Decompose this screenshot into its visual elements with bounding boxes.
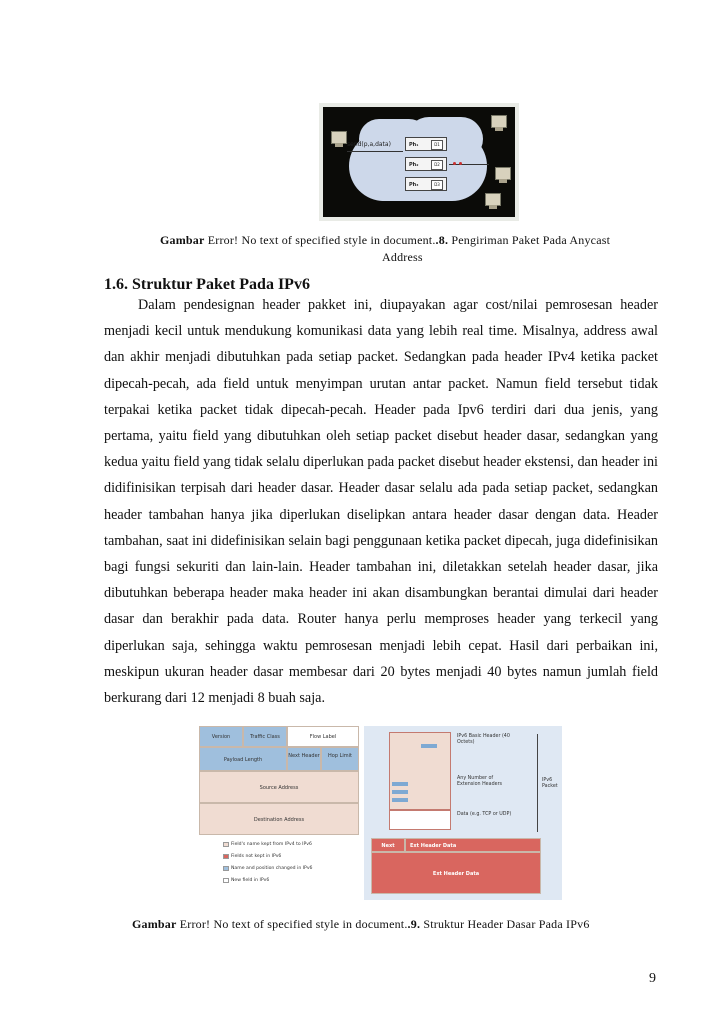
anycast-figure-background: [323, 107, 515, 217]
flow-label-field: Flow Label: [287, 726, 359, 747]
next-header-field: Next Header: [287, 747, 321, 771]
source-address-field: Source Address: [199, 771, 359, 803]
computer-icon: [485, 193, 501, 206]
caption-title-continued: Address: [382, 250, 423, 264]
stack-blue-field: [421, 744, 437, 748]
legend-swatch: [223, 878, 229, 883]
hop-limit-field: Hop Limit: [321, 747, 359, 771]
body-paragraph: Dalam pendesignan header pakket ini, diupayakan agar cost/nilai pemrosesan header menjadi kecil untuk mendukung komunikasi data yang lebih real time. Misalnya, address awal dan akhir menjadi dibutuhkan pada setiap packet. Sedangkan pada header IPv4 ketika packet dipecah-pecah, ada field untuk menyimpan urutan antar packet. Namun field tersebut tidak terpakai ketika packet tidak dipecah-pecah. Header pada Ipv6 terdiri dari dua jenis, yang pertama, yaitu field yang dibutuhkan oleh setiap packet disebut header dasar, sedangkan yang kedua yaitu field yang tidak selalu diperlukan pada packet disebut header ekstensi, dan header ini didifinisikan terpisah dari header dasar. Header dasar selalu ada pada setiap packet, sedangkan header tambahan hanya jika diperlukan diselipkan antara header dasar dengan data. Header tambahan, saat ini didefinisikan selain bagi penggunaan ketika packet dipecah, juga didefinisikan bagi fungsi sekuriti dan lain-lain. Header tambahan ini, diletakkan setelah header dasar, jika dibutuhkan beberapa header maka header ini akan disambungkan berantai dimulai dari header dasar dan berakhir pada data. Router hanya perlu memproses header yang terkecil yang diperlukan saja, sehingga waktu pemrosesan menjadi lebih cepat. Hasil dari perbaikan ini, meskipun ukuran header dasar membesar dari 20 bytes menjadi 40 bytes namun jumlah field berkurang dari 12 menjadi 8 buah saja.: [104, 297, 658, 707]
legend-item: Field's name kept from IPv4 to IPv6: [231, 842, 312, 847]
stack-blue-field: [392, 782, 408, 786]
anycast-node: Ph₁ D1: [405, 137, 447, 151]
computer-icon: [495, 167, 511, 180]
section-heading: 1.6. Struktur Paket Pada IPv6: [104, 276, 310, 293]
route-marker: [459, 162, 462, 165]
next-header-box: Next: [371, 838, 405, 852]
anycast-figure: [319, 103, 519, 221]
anycast-node: Ph₂ D2: [405, 157, 447, 171]
caption-number: .9.: [407, 917, 421, 931]
caption-title: Pengiriman Paket Pada Anycast: [451, 233, 611, 247]
route-marker: [453, 162, 456, 165]
stack-blue-field: [392, 790, 408, 794]
caption-prefix: Gambar: [160, 233, 205, 247]
packet-bracket: [537, 734, 538, 832]
stack-blue-field: [392, 798, 408, 802]
basic-header-label: IPv6 Basic Header (40 Octets): [457, 734, 510, 745]
destination-address-field: Destination Address: [199, 803, 359, 835]
computer-icon: [331, 131, 347, 144]
caption-prefix: Gambar: [132, 917, 177, 931]
legend-swatch: [223, 854, 229, 859]
traffic-class-field: Traffic Class: [243, 726, 287, 747]
figure-caption: [160, 233, 610, 248]
caption-error: Error! No text of specified style in document.: [207, 233, 436, 247]
send-arrow: [347, 151, 403, 152]
legend-item: New field in IPv6: [231, 878, 269, 883]
page-number: 9: [649, 971, 656, 986]
ext-header-data-block: Ext Header Data: [371, 852, 541, 894]
caption-number: .8.: [435, 233, 449, 247]
data-label: Data (e.g. TCP or UDP): [457, 812, 512, 817]
send-function-label: send(p,a,data): [347, 141, 391, 148]
payload-length-field: Payload Length: [199, 747, 287, 771]
caption-title: Struktur Header Dasar Pada IPv6: [423, 917, 590, 931]
anycast-node: Ph₃ D3: [405, 177, 447, 191]
computer-icon: [491, 115, 507, 128]
version-field: Version: [199, 726, 243, 747]
legend-item: Fields not kept in IPv6: [231, 854, 281, 859]
data-block: [389, 810, 451, 830]
legend-swatch: [223, 866, 229, 871]
extension-headers-label: Any Number of Extension Headers: [457, 776, 503, 787]
figure-caption: [132, 917, 590, 932]
caption-error: Error! No text of specified style in document.: [179, 917, 408, 931]
ipv6-packet-label: IPv6 Packet: [542, 778, 558, 789]
legend-swatch: [223, 842, 229, 847]
ext-header-data-row: Ext Header Data: [405, 838, 541, 852]
legend-item: Name and position changed in IPv6: [231, 866, 312, 871]
ipv6-header-figure: [199, 726, 565, 900]
